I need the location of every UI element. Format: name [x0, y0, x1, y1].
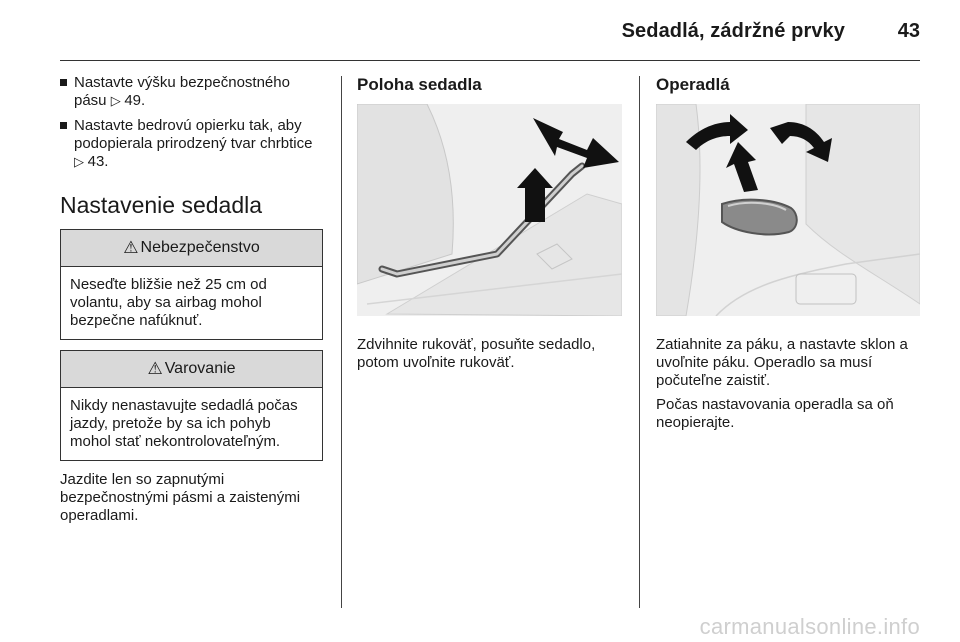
page-header: [0, 0, 960, 62]
warning-triangle-icon: ⚠: [123, 238, 139, 257]
seat-position-illustration: [357, 104, 622, 316]
column-left: [60, 74, 323, 531]
warning-triangle-icon: ⚠: [147, 359, 163, 378]
bullet-square-icon: [60, 79, 67, 86]
backrest-illustration: [656, 104, 920, 316]
warning-box: [60, 350, 323, 461]
paragraph: Zatiahnite za páku, a nastavte sklon a uvoľnite páku. Operadlo sa musí počuteľne zaistiť.: [656, 336, 908, 389]
section-heading: Nastavenie sedadla: [60, 192, 263, 218]
bullet-item: [60, 74, 323, 110]
danger-box-title: Nebezpečenstvo: [140, 239, 260, 256]
warning-box-header: [61, 351, 322, 388]
column-middle: [357, 74, 622, 378]
figure-caption: Zdvihnite rukoväť, posuňte sedadlo, potom uvoľnite rukoväť.: [357, 336, 596, 371]
danger-box-header: [61, 230, 322, 267]
section-title: Sedadlá, zádržné prvky: [621, 20, 845, 42]
warning-box-body: Nikdy nenastavujte sedadlá počas jazdy, pretože by sa ich pohyb mohol stať nekontrolovateľným.: [70, 397, 298, 450]
paragraph: Jazdite len so zapnutými bezpečnostnými pásmi a zaistenými operadlami.: [60, 471, 301, 524]
paragraph: Počas nastavovania operadla sa oň neopierajte.: [656, 396, 894, 431]
warning-box-title: Varovanie: [164, 360, 236, 377]
header-divider: [60, 60, 920, 61]
subsection-heading: Operadlá: [656, 75, 730, 94]
danger-box-body: Neseďte bližšie než 25 cm od volantu, aby sa airbag mohol bezpečne nafúknuť.: [70, 276, 267, 329]
page-reference-icon: ▷: [110, 93, 125, 108]
danger-box: [60, 229, 323, 340]
column-divider: [639, 76, 640, 608]
page-reference: 49.: [124, 92, 146, 109]
bullet-item: [60, 117, 323, 171]
bullet-square-icon: [60, 122, 67, 129]
bullet-text: Nastavte výšku bezpečnostného pásu: [74, 74, 290, 109]
column-right: [656, 74, 920, 438]
bullet-text: Nastavte bedrovú opierku tak, aby podopierala prirodzený tvar chrbtice: [74, 117, 313, 152]
column-divider: [341, 76, 342, 608]
watermark: carmanualsonline.info: [699, 614, 920, 639]
page-reference: 43.: [87, 153, 109, 170]
page-number: 43: [897, 20, 920, 42]
subsection-heading: Poloha sedadla: [357, 75, 482, 94]
page-reference-icon: ▷: [74, 154, 88, 169]
